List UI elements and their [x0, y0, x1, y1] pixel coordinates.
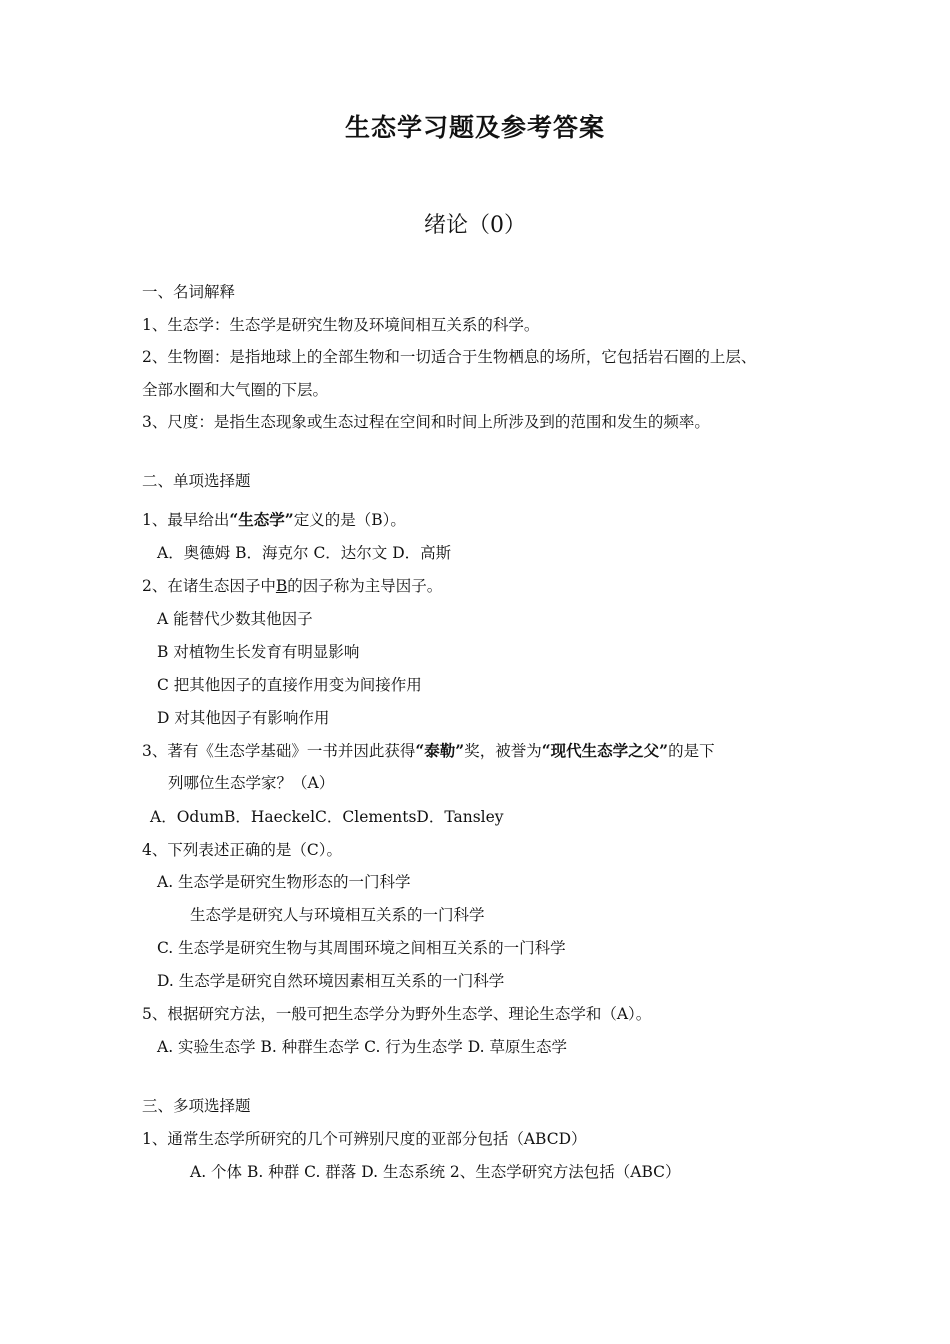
question-2-pre: 2、在诸生态因子中 [142, 577, 276, 595]
question-3-post: 的是下 [668, 742, 715, 760]
question-5-options: A. 实验生态学 B. 种群生态学 C. 行为生态学 D. 草原生态学 [157, 1038, 567, 1056]
question-1-pre: 1、最早给出 [142, 511, 230, 529]
question-2-answer: B [275, 577, 288, 595]
question-1-term: “生态学” [229, 510, 294, 529]
question-3-options: A．OdumB．HaeckelC．ClementsD．Tansley [150, 808, 504, 826]
multi-question-1: 1、通常生态学所研究的几个可辨别尺度的亚部分包括（ABCD） [142, 1130, 587, 1148]
question-2-post: 的因子称为主导因子。 [287, 577, 443, 595]
question-3-title: “现代生态学之父” [541, 741, 669, 760]
question-1-post: 定义的是（B）。 [293, 511, 406, 529]
question-1 [142, 509, 406, 531]
question-4-option-d: D. 生态学是研究自然环境因素相互关系的一门科学 [157, 972, 505, 990]
multi-question-1-options: A. 个体 B. 种群 C. 群落 D. 生态系统 2、生态学研究方法包括（ABC） [190, 1163, 681, 1181]
question-2-option-b: B 对植物生长发育有明显影响 [157, 643, 360, 661]
question-2-option-a: A 能替代少数其他因子 [157, 610, 313, 628]
chapter-heading: 绪论（0） [424, 213, 526, 238]
question-4: 4、下列表述正确的是（C）。 [142, 841, 342, 859]
document-title: 生态学习题及参考答案 [344, 113, 605, 142]
definition-biosphere-cont: 全部水圈和大气圈的下层。 [142, 381, 329, 399]
question-3-mid: 奖，被誉为 [464, 742, 542, 760]
question-4-option-c: C. 生态学是研究生物与其周围环境之间相互关系的一门科学 [157, 939, 566, 957]
definition-ecology: 1、生态学：生态学是研究生物及环境间相互关系的科学。 [142, 316, 540, 334]
section-heading-definitions: 一、名词解释 [142, 283, 236, 301]
question-3-cont: 列哪位生态学家？（A） [168, 774, 335, 792]
question-3-pre: 3、著有《生态学基础》一书并因此获得 [142, 742, 416, 760]
question-3-award: “泰勒” [415, 741, 465, 760]
question-4-option-b: 生态学是研究人与环境相互关系的一门科学 [190, 906, 485, 924]
question-3 [142, 740, 715, 762]
section-heading-multiple-choice: 三、多项选择题 [142, 1097, 251, 1115]
question-1-options: A．奥德姆 B．海克尔 C．达尔文 D．高斯 [157, 544, 452, 562]
definition-scale: 3、尺度：是指生态现象或生态过程在空间和时间上所涉及到的范围和发生的频率。 [142, 413, 710, 431]
question-2 [142, 575, 442, 597]
section-heading-single-choice: 二、单项选择题 [142, 472, 251, 490]
question-5: 5、根据研究方法，一般可把生态学分为野外生态学、理论生态学和（A）。 [142, 1005, 652, 1023]
question-2-option-c: C 把其他因子的直接作用变为间接作用 [157, 676, 422, 694]
question-2-option-d: D 对其他因子有影响作用 [157, 709, 330, 727]
question-4-option-a: A. 生态学是研究生物形态的一门科学 [157, 873, 411, 891]
definition-biosphere: 2、生物圈：是指地球上的全部生物和一切适合于生物栖息的场所，它包括岩石圈的上层、 [142, 348, 757, 366]
